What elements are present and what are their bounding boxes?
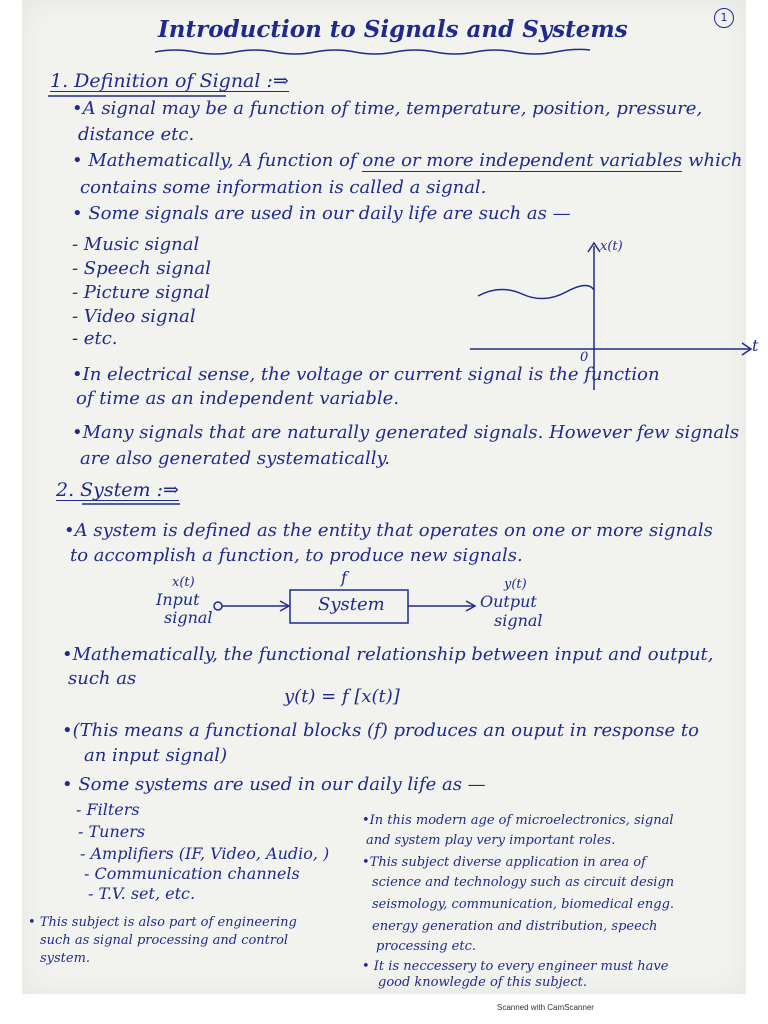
sec1-heading: 1. Definition of Signal :⇒ bbox=[50, 70, 289, 92]
signal-example: - Video signal bbox=[72, 306, 196, 327]
right-note-line: and system play very important roles. bbox=[366, 833, 616, 848]
signal-example: - Picture signal bbox=[72, 282, 211, 303]
right-note-line: good knowlegde of this subject. bbox=[378, 975, 588, 990]
sec1-p3: • Some signals are used in our daily life are such as — bbox=[72, 203, 571, 224]
page-title: Introduction to Signals and Systems bbox=[158, 16, 628, 43]
output-variable: y(t) bbox=[504, 577, 527, 592]
sec1-p2-line1 bbox=[72, 152, 743, 170]
left-note-line1: • This subject is also part of engineering bbox=[28, 915, 297, 930]
system-box-label: System bbox=[318, 594, 385, 615]
right-note-line: processing etc. bbox=[376, 939, 476, 954]
input-node bbox=[214, 602, 222, 610]
page-number: 1 bbox=[714, 8, 734, 28]
left-note-line3: system. bbox=[40, 951, 91, 966]
sec1-p2-part-c: which bbox=[682, 150, 743, 171]
sec2-heading: 2. System :⇒ bbox=[56, 479, 179, 501]
sec1-p5-line2: are also generated systematically. bbox=[80, 448, 391, 469]
right-note-line: energy generation and distribution, speech bbox=[372, 919, 658, 934]
output-label-line1: Output bbox=[480, 592, 537, 611]
sec1-p1-line2: distance etc. bbox=[78, 124, 195, 145]
right-note-line: • It is neccessery to every engineer must have bbox=[362, 959, 669, 974]
sec1-p2-underlined: one or more independent variables bbox=[362, 150, 683, 171]
sec1-p5-line1: •Many signals that are naturally generated signals. However few signals bbox=[72, 422, 740, 443]
title-underline bbox=[155, 49, 590, 54]
signal-wave bbox=[478, 285, 594, 298]
sec1-p2-part-a: • Mathematically, A function of bbox=[72, 150, 363, 171]
sec1-p4-line2: of time as an independent variable. bbox=[76, 388, 400, 409]
system-example: - Communication channels bbox=[84, 864, 300, 883]
right-note-line: science and technology such as circuit design bbox=[372, 875, 675, 890]
input-variable: x(t) bbox=[172, 575, 195, 590]
signal-example: - Music signal bbox=[72, 234, 200, 255]
scanner-watermark: Scanned with CamScanner bbox=[497, 1003, 594, 1012]
system-example: - Filters bbox=[76, 800, 140, 819]
sec1-p4-line1: •In electrical sense, the voltage or current signal is the function bbox=[72, 364, 660, 385]
system-example: - Amplifiers (IF, Video, Audio, ) bbox=[80, 844, 330, 863]
sec2-p3-line1: •(This means a functional blocks (f) produces an ouput in response to bbox=[62, 720, 699, 741]
sec2-p1-line2: to accomplish a function, to produce new signals. bbox=[70, 545, 523, 566]
system-example: - Tuners bbox=[78, 822, 146, 841]
sec2-p1-line1: •A system is defined as the entity that operates on one or more signals bbox=[64, 520, 713, 541]
graph-origin: 0 bbox=[580, 350, 589, 365]
signal-example: - etc. bbox=[72, 328, 118, 349]
function-label: f bbox=[341, 568, 347, 587]
equation: y(t) = f [x(t)] bbox=[284, 686, 400, 707]
input-label-line2: signal bbox=[164, 608, 213, 627]
sec1-p2-line2: contains some information is called a signal. bbox=[80, 177, 487, 198]
left-note-line2: such as signal processing and control bbox=[40, 933, 289, 948]
sec1-p1-line1: •A signal may be a function of time, temperature, position, pressure, bbox=[72, 98, 703, 119]
sec2-p2-line2: such as bbox=[68, 668, 137, 689]
output-label-line2: signal bbox=[494, 611, 543, 630]
graph-y-label: x(t) bbox=[600, 239, 623, 254]
sec2-p2-line1: •Mathematically, the functional relationship between input and output, bbox=[62, 644, 714, 665]
graph-x-label: t bbox=[752, 336, 759, 355]
input-label-line1: Input bbox=[156, 590, 200, 609]
sec2-p3-line2: an input signal) bbox=[84, 745, 228, 766]
sec2-p4: • Some systems are used in our daily life as — bbox=[62, 774, 486, 795]
signal-example: - Speech signal bbox=[72, 258, 211, 279]
system-example: - T.V. set, etc. bbox=[88, 884, 196, 903]
right-note-line: seismology, communication, biomedical engg. bbox=[372, 897, 675, 912]
right-note-line: •In this modern age of microelectronics, signal bbox=[362, 813, 674, 828]
right-note-line: •This subject diverse application in area of bbox=[362, 855, 646, 870]
